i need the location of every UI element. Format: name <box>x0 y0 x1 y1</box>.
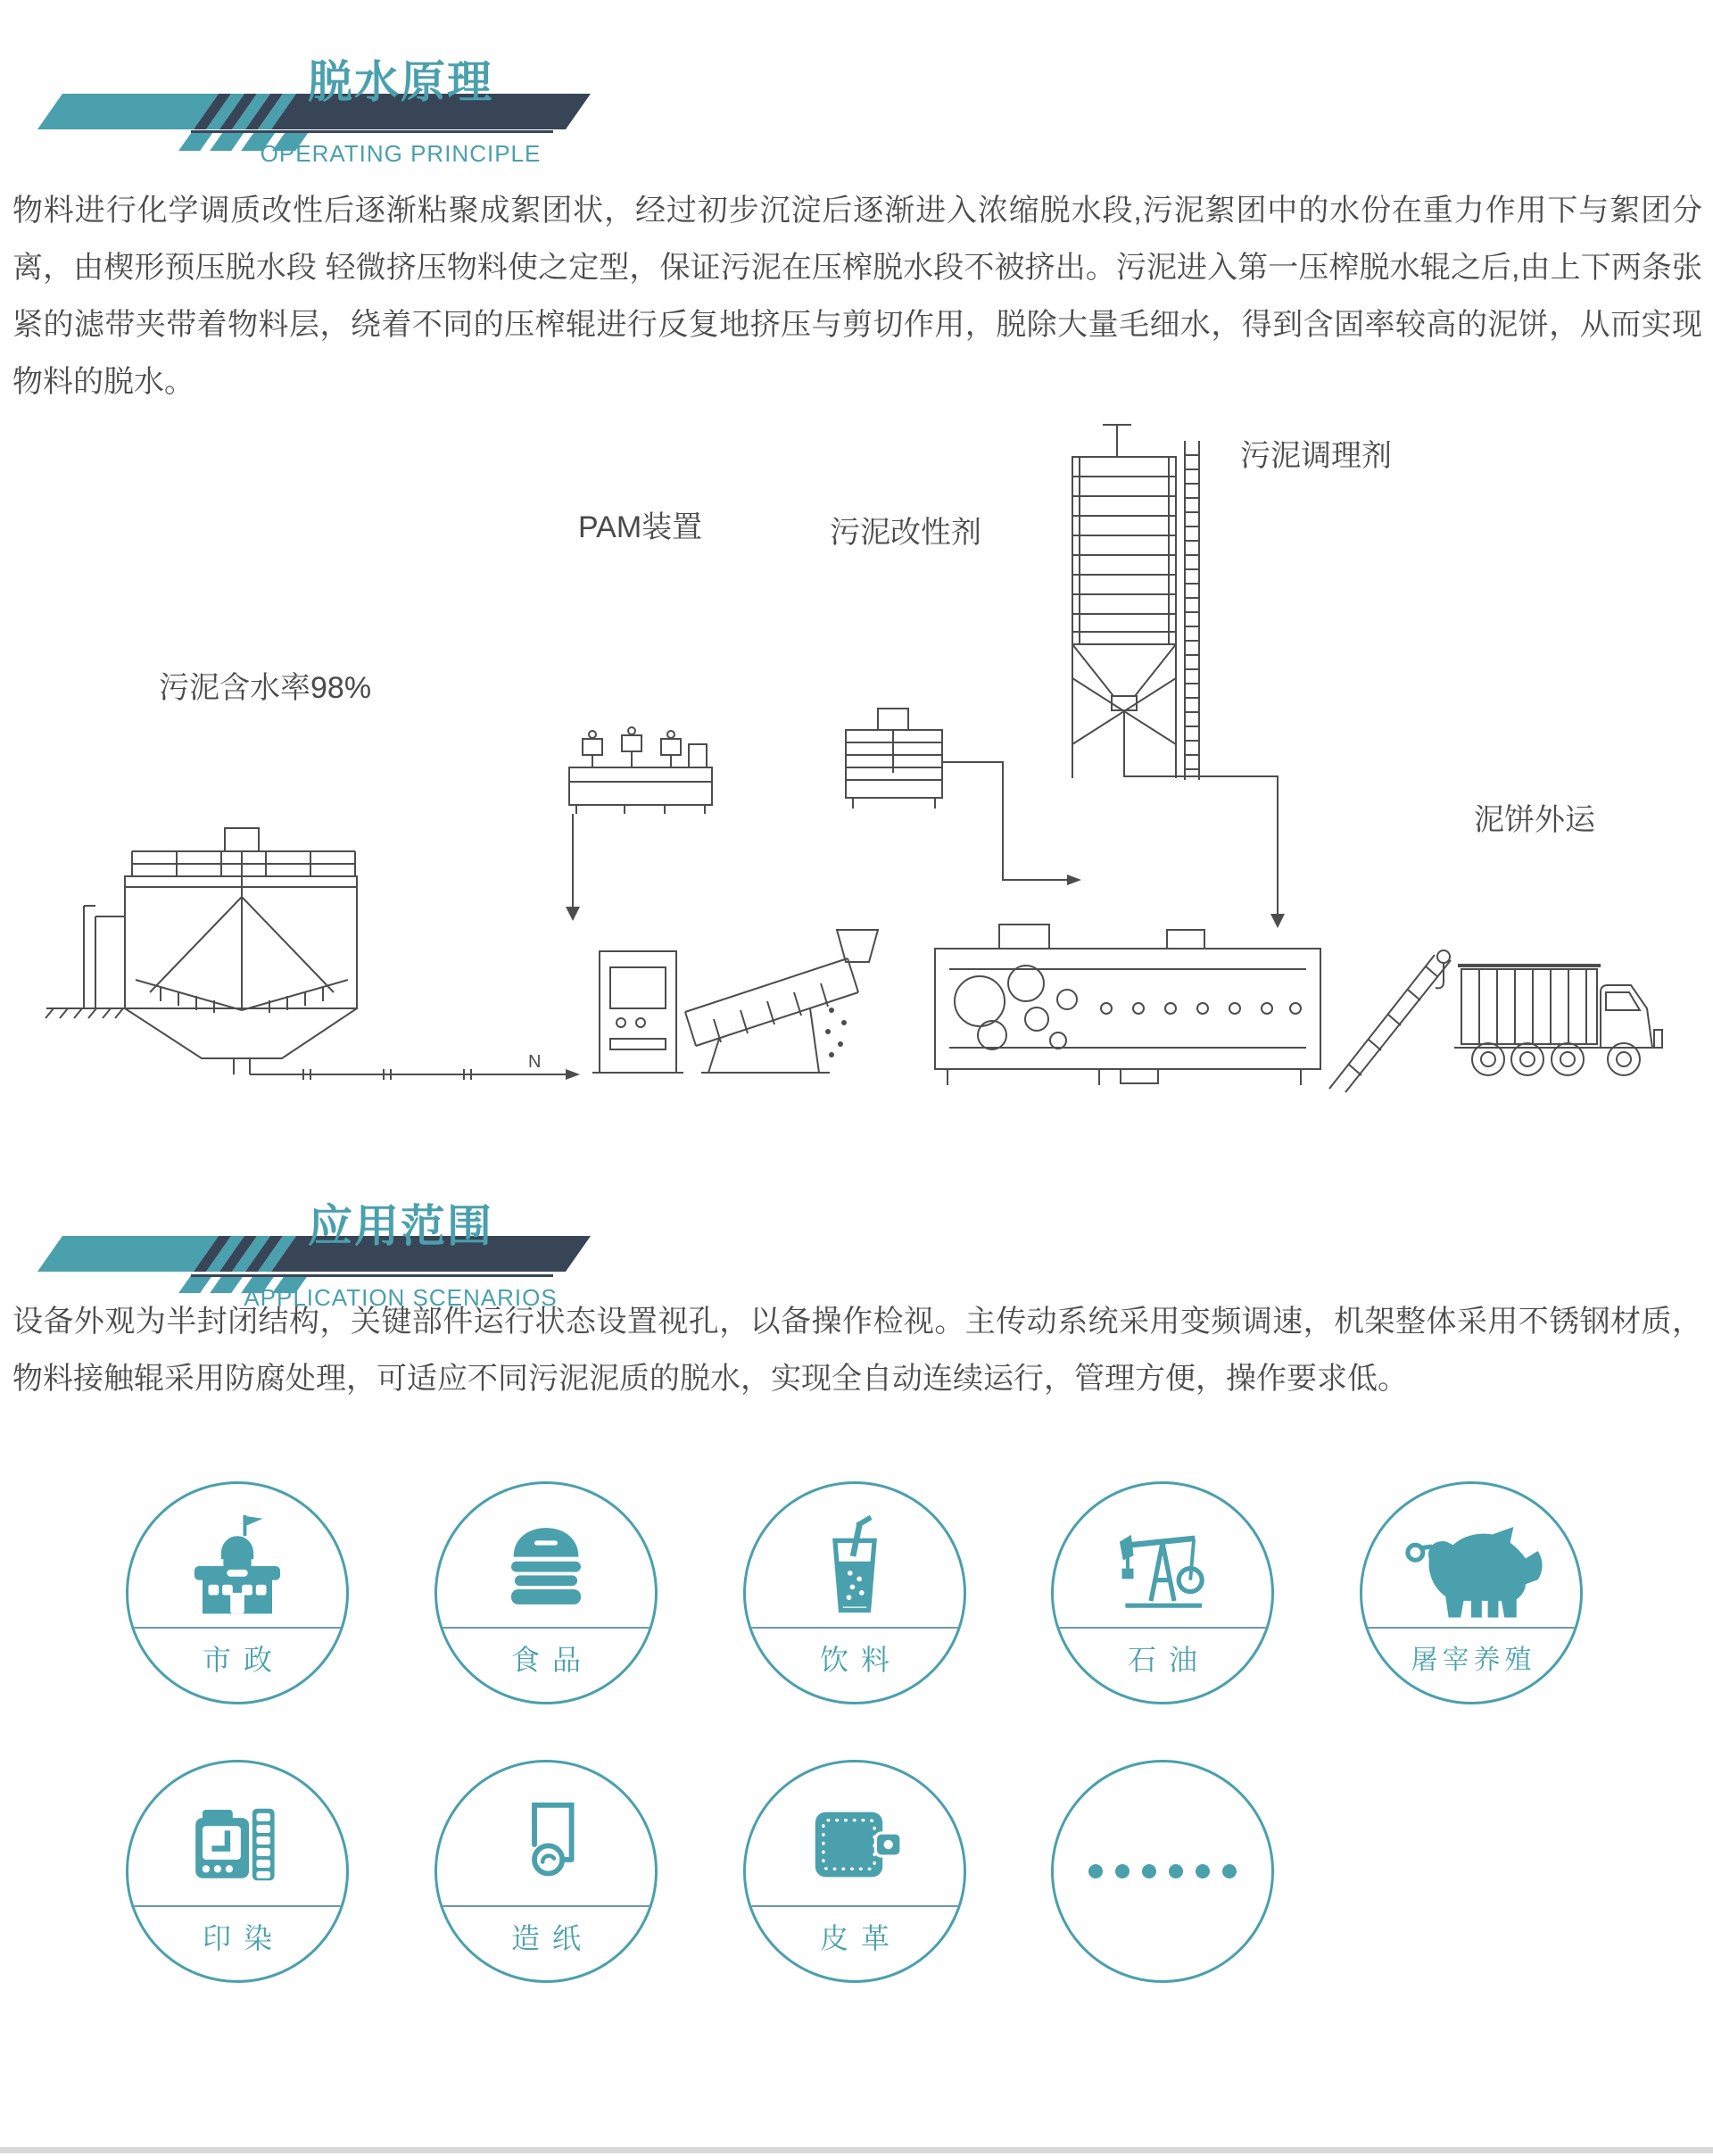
circle-divider-line <box>1054 1627 1271 1629</box>
application-item-beverage <box>743 1481 966 1704</box>
application-item-leather <box>743 1760 966 1983</box>
application-label: 饮料 <box>819 1644 902 1676</box>
application-label: 印染 <box>202 1922 285 1954</box>
section-principle-subtitle: OPERATING PRINCIPLE <box>260 140 542 167</box>
papermaking-paper-icon <box>488 1786 604 1903</box>
application-item-papermaking <box>434 1760 658 1983</box>
circle-divider-line <box>128 1627 346 1629</box>
diagram-n-marker: N <box>528 1052 542 1072</box>
circle-divider-line <box>746 1627 964 1629</box>
application-item-municipal <box>126 1481 349 1704</box>
circle-divider-line <box>1362 1627 1580 1629</box>
food-burger-icon <box>488 1507 604 1625</box>
diagram-label-cake-transport: 泥饼外运 <box>1474 803 1595 837</box>
process-flow-diagram <box>0 384 1713 1107</box>
application-label: 食品 <box>510 1644 593 1676</box>
application-item-petroleum <box>1051 1481 1274 1704</box>
circle-divider-line <box>437 1627 655 1629</box>
leather-wallet-icon <box>797 1786 913 1903</box>
pam-dosing-unit-drawing <box>566 727 712 921</box>
petroleum-pumpjack-icon <box>1105 1507 1221 1625</box>
section-principle-title: 脱水原理 <box>308 57 493 107</box>
section-application-title: 应用范围 <box>308 1201 493 1251</box>
principle-paragraph: 物料进行化学调质改性后逐渐粘聚成絮团状，经过初步沉淀后逐渐进入浓缩脱水段,污泥絮团中的水份在重力作用下与絮团分离，由楔形预压脱水段 轻微挤压物料使之定型，保证污泥在压榨脱水段不被挤出。污泥进入第一压榨脱水辊之后,由上下两条张紧的滤带夹带着物料层，绕着不同的压榨辊进行反复地挤压与剪切作用，脱除大量毛细水，得到含固率较高的泥饼，从而实现物料的脱水。 <box>12 194 1702 399</box>
thickener-tank-drawing <box>46 828 357 1074</box>
dump-truck-drawing <box>1454 966 1662 1075</box>
diagram-label-sludge-conditioner: 污泥调理剂 <box>1240 439 1392 473</box>
circle-divider-line <box>437 1905 655 1907</box>
circle-divider-line <box>128 1905 346 1907</box>
application-item-food <box>434 1481 658 1704</box>
application-label: 屠宰养殖 <box>1411 1646 1536 1675</box>
diagram-label-pam-device: PAM装置 <box>578 510 703 544</box>
application-item-printing-dyeing <box>126 1760 349 1983</box>
slaughter-pig-icon <box>1395 1507 1547 1625</box>
beverage-drink-icon <box>797 1507 913 1625</box>
diagram-label-sludge-modifier: 污泥改性剂 <box>830 516 981 550</box>
circle-divider-line <box>746 1905 964 1907</box>
belt-filter-press-drawing <box>935 925 1320 1085</box>
silo-drawing <box>1072 425 1285 928</box>
application-paragraph: 设备外观为半封闭结构，关键部件运行状态设置视孔，以备操作检视。主传动系统采用变频调速，机架整体采用不锈钢材质，物料接触辊采用防腐处理，可适应不同污泥泥质的脱水，实现全自动连续运行，管理方便，操作要求低。 <box>12 1305 1702 1396</box>
more-dots-icon <box>1088 1862 1237 1880</box>
bottom-divider <box>0 2147 1713 2153</box>
application-label: 皮革 <box>819 1922 902 1954</box>
application-label: 造纸 <box>510 1922 593 1954</box>
municipal-building-icon <box>179 1507 295 1625</box>
section-application-subtitle: APPLICATION SCENARIOS <box>244 1284 558 1311</box>
application-label: 石油 <box>1127 1644 1210 1676</box>
application-item-slaughter <box>1360 1481 1583 1704</box>
mixing-tank-drawing <box>846 709 1081 885</box>
printing-dyeing-icon <box>179 1786 295 1903</box>
application-label: 市政 <box>202 1644 285 1676</box>
application-item-more <box>1051 1760 1274 1983</box>
diagram-label-sludge-moisture: 污泥含水率98% <box>159 671 372 705</box>
incline-conveyor-drawing <box>1329 950 1451 1092</box>
screw-press-drawing <box>592 930 878 1073</box>
section-principle-underline <box>191 130 553 133</box>
section-application-underline <box>191 1274 553 1277</box>
